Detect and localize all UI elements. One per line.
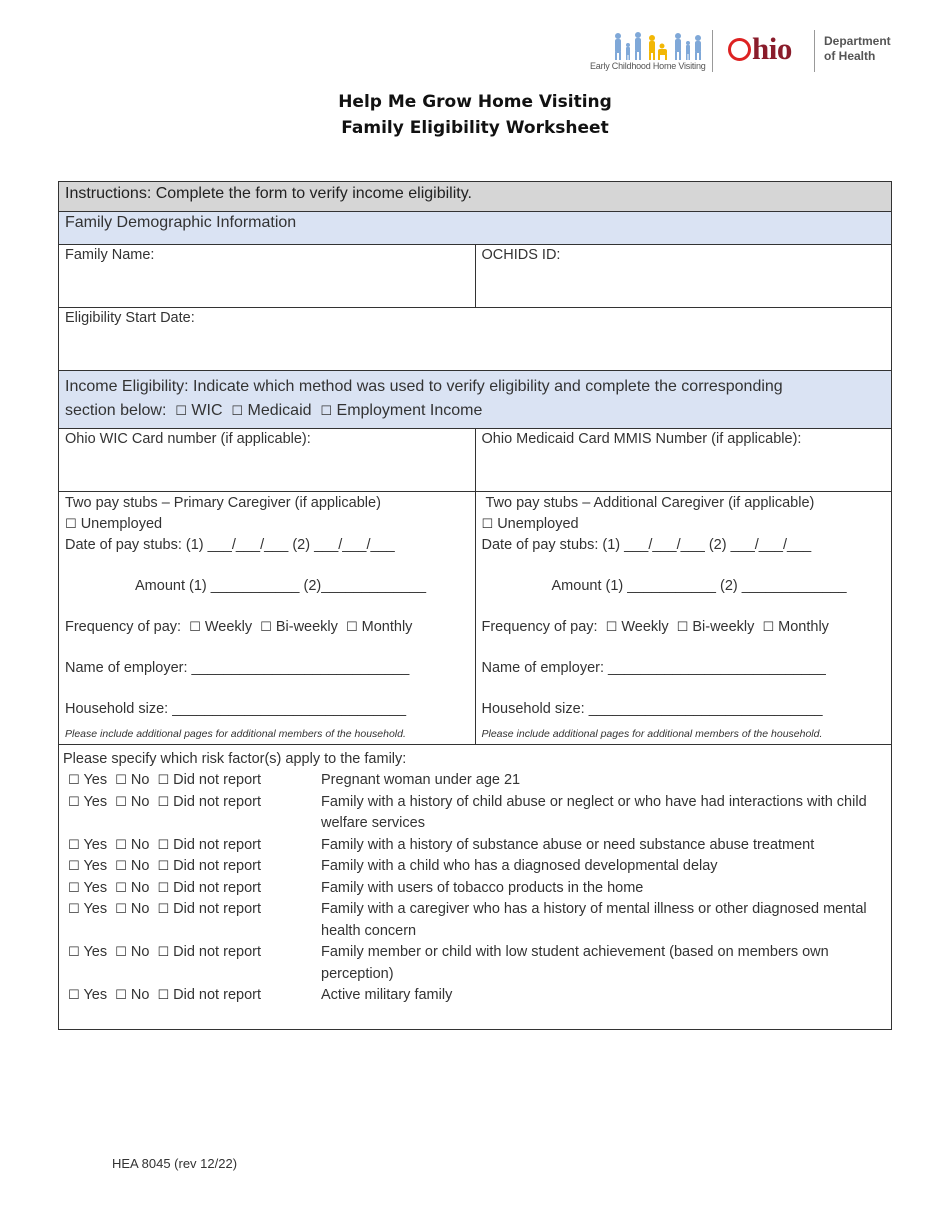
did-not-report-label: Did not report <box>173 987 261 1003</box>
did-not-report-label: Did not report <box>173 836 261 853</box>
primary-unemployed-label: Unemployed <box>80 516 163 532</box>
page-subtitle: Family Eligibility Worksheet <box>341 118 609 138</box>
yes-checkbox[interactable]: ☐ <box>68 859 80 874</box>
additional-monthly-checkbox[interactable]: ☐ <box>762 620 775 635</box>
additional-paystub-amounts[interactable]: Amount (1) ___________ (2) _____________ <box>551 578 847 594</box>
medicaid-mmis-number-field[interactable] <box>475 429 892 492</box>
did-not-report-checkbox[interactable]: ☐ <box>157 859 170 874</box>
additional-unemployed-label: Unemployed <box>497 516 579 532</box>
risk-factor-description: Family with a caregiver who has a history of mental illness or other diagnosed mental health concern <box>321 901 867 939</box>
primary-paystubs-heading: Two pay stubs – Primary Caregiver (if applicable) <box>65 495 381 511</box>
primary-biweekly-checkbox[interactable]: ☐ <box>260 620 272 635</box>
department-of-health-logo <box>824 34 891 64</box>
no-checkbox[interactable]: ☐ <box>115 837 127 853</box>
risk-factor-row <box>65 856 885 878</box>
additional-biweekly-checkbox[interactable]: ☐ <box>676 620 689 635</box>
additional-weekly-checkbox[interactable]: ☐ <box>605 620 618 635</box>
risk-factor-description: Family with a history of child abuse or neglect or who have had interactions with child welfare services <box>321 793 867 831</box>
yes-label: Yes <box>83 858 108 874</box>
risk-factor-description: Family with a child who has a diagnosed developmental delay <box>321 858 718 874</box>
risk-factor-description: Pregnant woman under age 21 <box>321 772 521 788</box>
yes-label: Yes <box>83 987 108 1003</box>
no-label: No <box>130 944 150 960</box>
no-checkbox[interactable]: ☐ <box>115 794 127 810</box>
additional-frequency-label: Frequency of pay: <box>481 619 598 635</box>
yes-label: Yes <box>83 879 108 896</box>
did-not-report-checkbox[interactable]: ☐ <box>157 880 170 896</box>
primary-household-size-field[interactable]: Household size: _____________________________ <box>65 701 407 717</box>
additional-biweekly-label: Bi-weekly <box>692 619 755 635</box>
wic-checkbox[interactable]: ☐ <box>175 404 187 419</box>
risk-factor-row <box>65 792 885 835</box>
additional-caregiver-paystubs <box>475 492 892 745</box>
yes-label: Yes <box>83 793 108 810</box>
no-checkbox[interactable]: ☐ <box>115 902 127 917</box>
additional-unemployed-checkbox[interactable]: ☐ <box>481 517 494 532</box>
risk-factor-description: Family with users of tobacco products in the home <box>321 879 644 896</box>
additional-paystubs-heading: Two pay stubs – Additional Caregiver (if applicable) <box>485 495 815 511</box>
did-not-report-checkbox[interactable]: ☐ <box>157 773 170 788</box>
medicaid-mmis-label: Ohio Medicaid Card MMIS Number (if applicable): <box>481 431 802 447</box>
did-not-report-checkbox[interactable]: ☐ <box>157 837 170 853</box>
additional-paystub-dates[interactable]: Date of pay stubs: (1) ___/___/___ (2) ___/___/___ <box>481 537 812 553</box>
logo-divider <box>814 30 815 72</box>
no-label: No <box>130 836 150 853</box>
yes-checkbox[interactable]: ☐ <box>68 773 80 788</box>
primary-paystub-amounts[interactable]: Amount (1) ___________ (2)_____________ <box>135 578 427 594</box>
did-not-report-checkbox[interactable]: ☐ <box>157 902 170 917</box>
yes-checkbox[interactable]: ☐ <box>68 945 80 960</box>
dept-line-1: Department <box>824 34 891 48</box>
instructions-row: Instructions: Complete the form to verify income eligibility. <box>59 182 892 212</box>
ohio-logo <box>728 31 792 67</box>
primary-household-note: Please include additional pages for additional members of the household. <box>65 728 406 740</box>
no-checkbox[interactable]: ☐ <box>115 945 127 960</box>
no-label: No <box>130 901 150 917</box>
did-not-report-label: Did not report <box>173 901 261 917</box>
yes-checkbox[interactable]: ☐ <box>68 837 80 853</box>
no-label: No <box>130 987 150 1003</box>
additional-weekly-label: Weekly <box>621 619 669 635</box>
eligibility-start-date-label: Eligibility Start Date: <box>65 310 195 326</box>
additional-monthly-label: Monthly <box>778 619 829 635</box>
primary-biweekly-label: Bi-weekly <box>275 619 338 635</box>
dept-line-2: of Health <box>824 49 876 63</box>
primary-weekly-label: Weekly <box>204 619 253 635</box>
wic-card-label: Ohio WIC Card number (if applicable): <box>65 431 311 447</box>
ochids-id-label: OCHIDS ID: <box>481 247 561 263</box>
risk-factor-description: Family with a history of substance abuse or need substance abuse treatment <box>321 836 815 853</box>
risk-factors-intro: Please specify which risk factor(s) apply to the family: <box>63 751 407 767</box>
no-label: No <box>130 879 150 896</box>
income-section-header <box>59 371 892 429</box>
did-not-report-label: Did not report <box>173 772 261 788</box>
header-logos <box>590 28 900 74</box>
no-checkbox[interactable]: ☐ <box>115 880 127 896</box>
primary-employer-field[interactable]: Name of employer: ___________________________ <box>65 660 410 676</box>
demographic-section-header: Family Demographic Information <box>59 212 892 245</box>
risk-factor-description: Family member or child with low student achievement (based on members own perception) <box>321 944 829 982</box>
employment-income-option-label: Employment Income <box>336 402 483 419</box>
yes-label: Yes <box>83 772 108 788</box>
family-figures-icon <box>610 32 710 60</box>
yes-label: Yes <box>83 901 108 917</box>
no-label: No <box>130 772 150 788</box>
income-section-prefix: section below: <box>65 402 167 419</box>
did-not-report-checkbox[interactable]: ☐ <box>157 794 170 810</box>
did-not-report-checkbox[interactable]: ☐ <box>157 988 170 1003</box>
did-not-report-label: Did not report <box>173 879 261 896</box>
primary-monthly-checkbox[interactable]: ☐ <box>345 620 358 635</box>
eligibility-form-table <box>58 181 892 1030</box>
no-label: No <box>130 793 150 810</box>
primary-unemployed-checkbox[interactable]: ☐ <box>65 517 77 532</box>
primary-caregiver-paystubs <box>59 492 476 745</box>
yes-label: Yes <box>83 836 108 853</box>
did-not-report-label: Did not report <box>173 944 261 960</box>
employment-income-checkbox[interactable]: ☐ <box>320 404 333 419</box>
primary-weekly-checkbox[interactable]: ☐ <box>189 620 201 635</box>
did-not-report-checkbox[interactable]: ☐ <box>157 945 170 960</box>
primary-frequency-label: Frequency of pay: <box>65 619 182 635</box>
additional-household-note: Please include additional pages for additional members of the household. <box>481 728 823 740</box>
no-checkbox[interactable]: ☐ <box>115 773 127 788</box>
additional-employer-field[interactable]: Name of employer: ___________________________ <box>481 660 826 676</box>
yes-checkbox[interactable]: ☐ <box>68 902 80 917</box>
no-checkbox[interactable]: ☐ <box>115 859 127 874</box>
risk-factor-row <box>65 835 885 857</box>
page-title: Help Me Grow Home Visiting <box>338 92 612 112</box>
no-label: No <box>130 858 150 874</box>
eligibility-start-date-field[interactable] <box>59 308 892 371</box>
logo-divider <box>712 30 713 72</box>
risk-factor-row <box>65 899 885 942</box>
medicaid-option-label: Medicaid <box>247 402 312 419</box>
primary-paystub-dates[interactable]: Date of pay stubs: (1) ___/___/___ (2) ___/___/___ <box>65 537 395 553</box>
ohio-logo-text: hio <box>752 31 792 66</box>
program-logo-text: Early Childhood Home Visiting <box>590 61 706 71</box>
risk-factor-row <box>65 942 885 985</box>
risk-factor-row <box>65 878 885 900</box>
yes-checkbox[interactable]: ☐ <box>68 988 80 1003</box>
yes-checkbox[interactable]: ☐ <box>68 794 80 810</box>
did-not-report-label: Did not report <box>173 793 261 810</box>
did-not-report-label: Did not report <box>173 858 261 874</box>
family-name-field[interactable] <box>59 245 476 308</box>
risk-factor-row <box>65 985 885 1007</box>
wic-card-number-field[interactable] <box>59 429 476 492</box>
wic-option-label: WIC <box>191 402 223 419</box>
medicaid-checkbox[interactable]: ☐ <box>231 404 244 419</box>
ochids-id-field[interactable] <box>475 245 892 308</box>
yes-label: Yes <box>83 944 108 960</box>
yes-checkbox[interactable]: ☐ <box>68 880 80 896</box>
additional-household-size-field[interactable]: Household size: _____________________________ <box>481 701 823 717</box>
risk-factors-section <box>59 745 892 1030</box>
ohio-o-circle-icon <box>728 38 751 61</box>
no-checkbox[interactable]: ☐ <box>115 988 127 1003</box>
form-id-footer: HEA 8045 (rev 12/22) <box>112 1156 238 1171</box>
family-name-label: Family Name: <box>65 247 155 263</box>
primary-monthly-label: Monthly <box>361 619 413 635</box>
risk-factor-row <box>65 770 885 792</box>
income-section-text: Income Eligibility: Indicate which method was used to verify eligibility and complete the corresponding <box>65 378 783 395</box>
risk-factor-description: Active military family <box>321 987 453 1003</box>
